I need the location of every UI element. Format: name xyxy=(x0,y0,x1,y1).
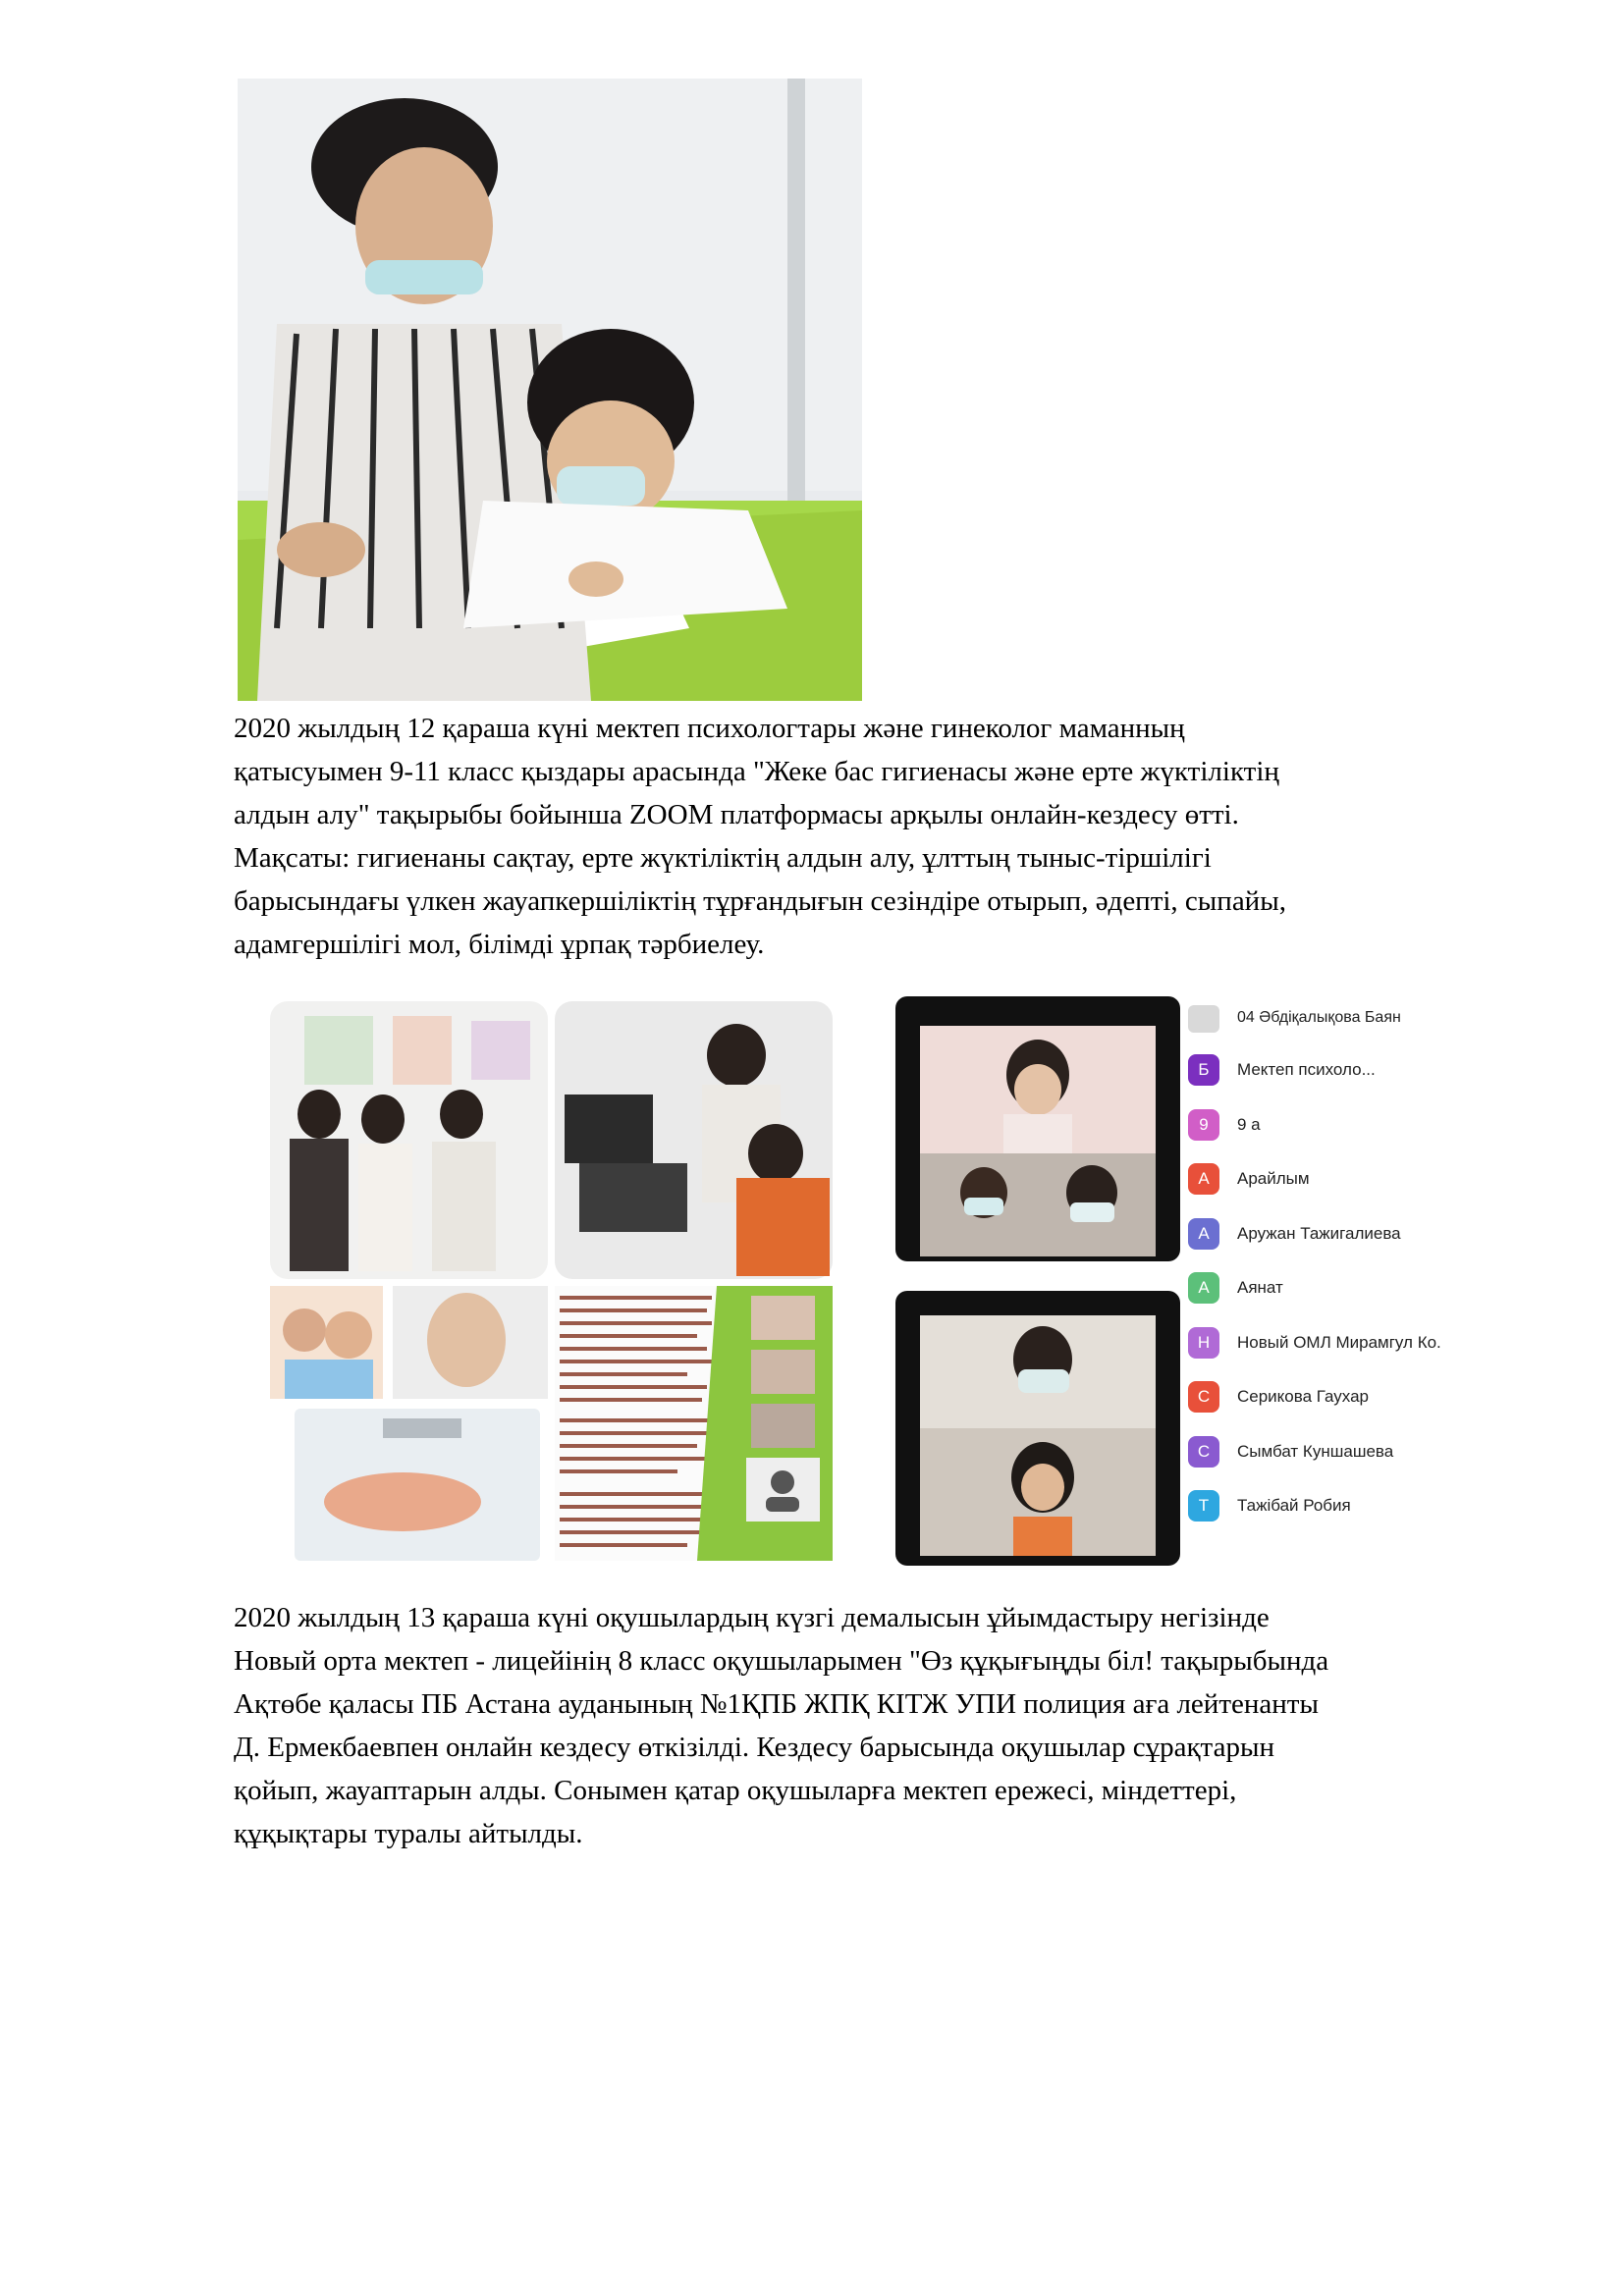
participant-name: Мектеп психоло... xyxy=(1237,1060,1376,1079)
avatar xyxy=(1188,1005,1219,1033)
paragraph-line: қатысуымен 9-11 класс қыздары арасында "Жеке бас гигиенасы және ерте жүктіліктің xyxy=(234,756,1279,787)
zoom-participant-row xyxy=(1188,1377,1483,1416)
participant-name: 04 Әбдіқалықова Баян xyxy=(1237,1009,1401,1026)
paragraph-line: Ақтөбе қаласы ПБ Астана ауданының №1ҚПБ ЖПҚ КІТЖ УПИ полиция аға лейтенанты xyxy=(234,1688,1319,1720)
paragraph-line: 2020 жылдың 13 қараша күні оқушылардың күзгі демалысын ұйымдастыру негізінде xyxy=(234,1602,1270,1633)
participant-name: Сымбат Куншашева xyxy=(1237,1441,1394,1461)
participant-name: Новый ОМЛ Мирамгул Ко. xyxy=(1237,1332,1441,1352)
zoom-participant-row xyxy=(1188,1486,1483,1525)
paragraph-hygiene-meeting xyxy=(234,707,1510,966)
paragraph-line: 2020 жылдың 12 қараша күні мектеп психологтары және гинеколог маманның xyxy=(234,713,1185,744)
participant-name: Серикова Гаухар xyxy=(1237,1387,1370,1406)
avatar: Т xyxy=(1188,1490,1219,1522)
paragraph-line: адамгершілігі мол, білімді ұрпақ тәрбиелеу. xyxy=(234,929,765,960)
zoom-participant-row xyxy=(1188,1214,1483,1254)
avatar: Б xyxy=(1188,1054,1219,1086)
avatar: 9 xyxy=(1188,1109,1219,1141)
paragraph-line: қойып, жауаптарын алды. Сонымен қатар оқушыларға мектеп ережесі, міндеттері, xyxy=(234,1775,1237,1806)
avatar: А xyxy=(1188,1218,1219,1250)
paragraph-line: құқықтары туралы айтылды. xyxy=(234,1818,583,1849)
zoom-participant-row xyxy=(1188,1432,1483,1471)
zoom-participant-row xyxy=(1188,1323,1483,1362)
zoom-participant-row xyxy=(1188,1050,1483,1090)
zoom-participant-row xyxy=(1188,1159,1483,1199)
paragraph-line: Новый орта мектеп - лицейінің 8 класс оқушыларымен "Өз құқығыңды біл! тақырыбында xyxy=(234,1645,1329,1677)
avatar: С xyxy=(1188,1381,1219,1413)
paragraph-line: барысындағы үлкен жауапкершіліктің тұрғандығын сезіндіре отырып, әдепті, сыпайы, xyxy=(234,885,1286,917)
zoom-participant-header xyxy=(1188,1001,1483,1037)
photo-psychologist-with-student xyxy=(238,79,862,701)
zoom-participant-row xyxy=(1188,1268,1483,1308)
avatar: А xyxy=(1188,1163,1219,1195)
zoom-participant-row xyxy=(1188,1105,1483,1145)
participant-name: Аянат xyxy=(1237,1278,1283,1297)
avatar: Н xyxy=(1188,1327,1219,1359)
paragraph-line: Д. Ермекбаевпен онлайн кездесу өткізілді. Кездесу барысында оқушылар сұрақтарын xyxy=(234,1732,1274,1763)
paragraph-law-meeting xyxy=(234,1596,1510,1855)
participant-name: 9 а xyxy=(1237,1114,1261,1134)
avatar: С xyxy=(1188,1436,1219,1468)
participant-name: Арайлым xyxy=(1237,1169,1310,1188)
photo-collage-hygiene xyxy=(265,996,835,1566)
paragraph-line: Мақсаты: гигиенаны сақтау, ерте жүктіліктің алдын алу, ұлттың тыныс-тіршілігі xyxy=(234,842,1212,874)
photo-zoom-video-grid xyxy=(895,996,1180,1566)
participant-name: Тажібай Робия xyxy=(1237,1496,1351,1515)
avatar: А xyxy=(1188,1272,1219,1304)
paragraph-line: алдын алу" тақырыбы бойынша ZOOM платформасы арқылы онлайн-кездесу өтті. xyxy=(234,799,1239,830)
participant-name: Аружан Тажигалиева xyxy=(1237,1223,1401,1243)
